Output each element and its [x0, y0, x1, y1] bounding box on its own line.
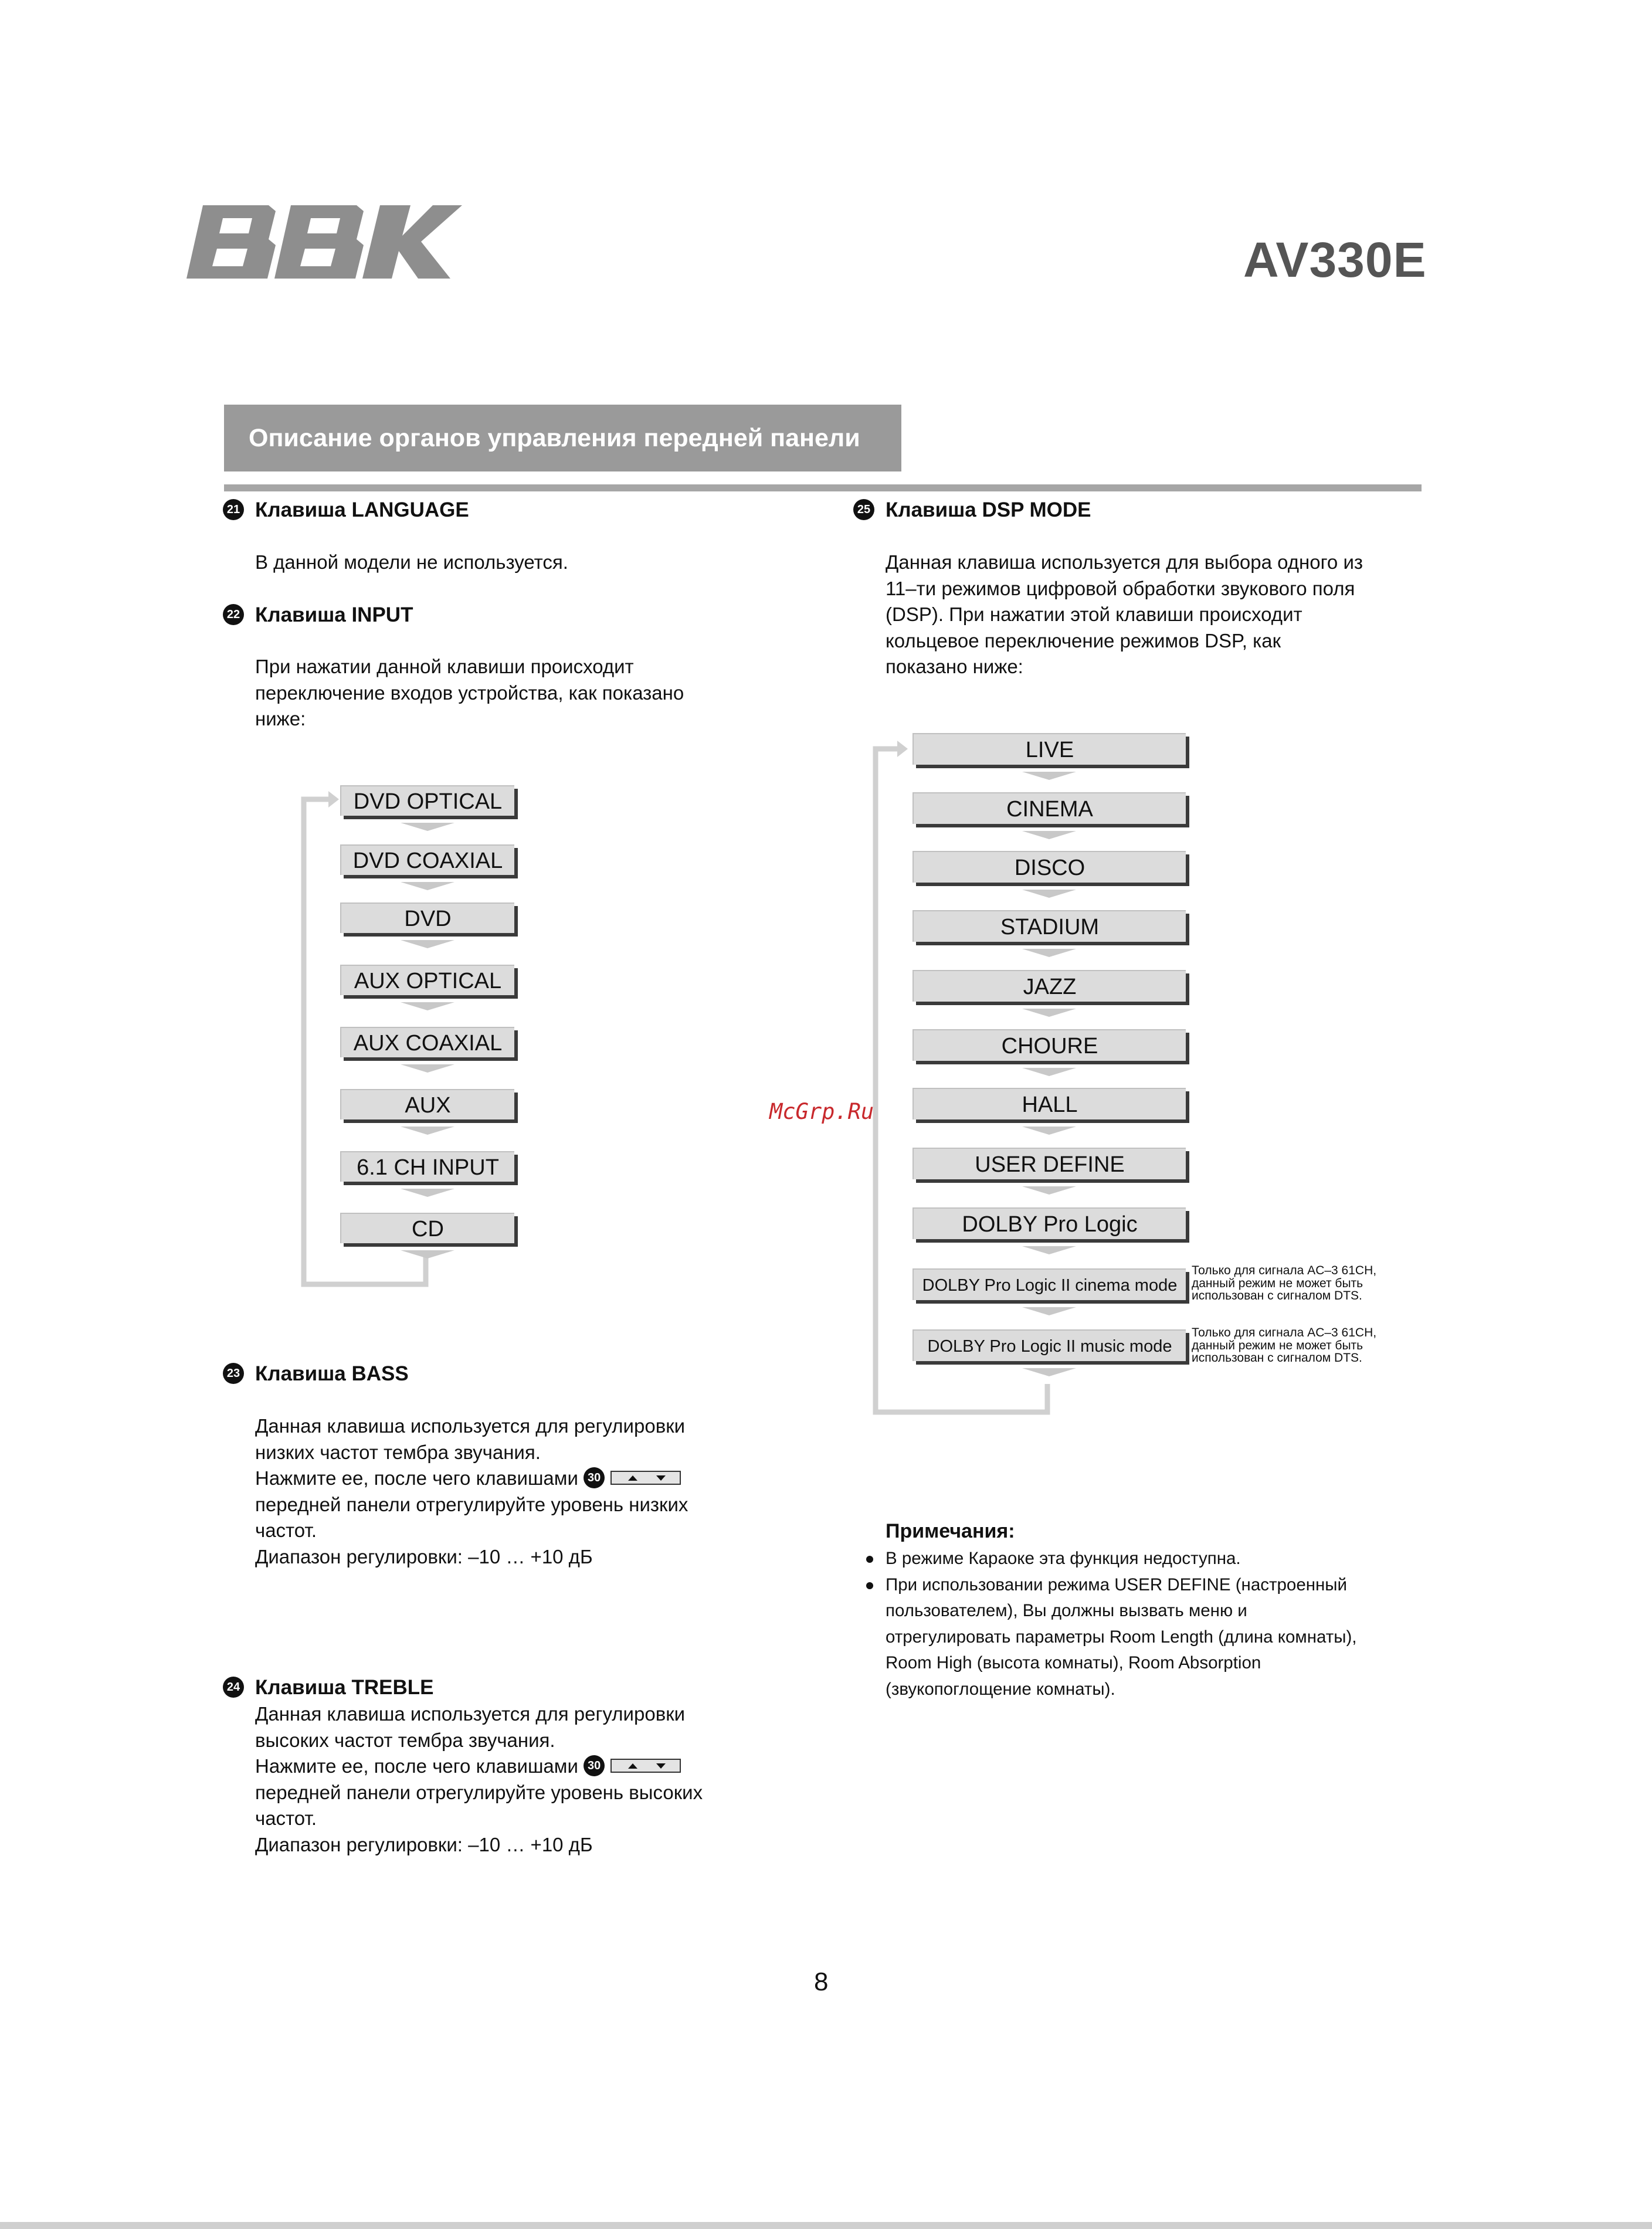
- flow-box: CD: [340, 1213, 514, 1243]
- text-line: кольцевое переключение режимов DSP, как: [886, 629, 1281, 652]
- flow-arrow-icon: [1022, 831, 1076, 839]
- flow-box: DOLBY Pro Logic II music mode: [912, 1329, 1186, 1361]
- flow-arrow-icon: [401, 1189, 454, 1197]
- text-line: Нажмите ее, после чего клавишами: [255, 1755, 578, 1777]
- bass-title: Клавиша BASS: [255, 1362, 409, 1385]
- cinema-mode-note: [1192, 1264, 1376, 1302]
- note-line: использован с сигналом DTS.: [1192, 1289, 1362, 1302]
- flow-box: CINEMA: [912, 792, 1186, 824]
- note-text: При использовании режима USER DEFINE (настроенный: [886, 1575, 1347, 1594]
- item-number-badge: 21: [223, 499, 244, 520]
- dsp-title: Клавиша DSP MODE: [886, 498, 1091, 521]
- bass-text: [255, 1413, 688, 1570]
- text-line: частот.: [255, 1519, 317, 1541]
- item-number-badge: 25: [853, 499, 874, 520]
- flow-arrow-icon: [401, 1064, 454, 1073]
- note-text: отрегулировать параметры Room Length (длина комнаты),: [886, 1627, 1357, 1647]
- text-line: ниже:: [255, 708, 306, 730]
- text-line: показано ниже:: [886, 656, 1023, 677]
- text-line: В данной модели не используется.: [255, 551, 568, 573]
- note-text: пользователем), Вы должны вызвать меню и: [886, 1601, 1247, 1620]
- flow-box: DOLBY Pro Logic: [912, 1207, 1186, 1239]
- watermark: McGrp.Ru: [769, 1099, 874, 1124]
- treble-title: Клавиша TREBLE: [255, 1676, 434, 1699]
- flow-arrow-icon: [1022, 1307, 1076, 1315]
- flow-arrow-icon: [401, 1002, 454, 1010]
- flow-arrow-icon: [401, 823, 454, 831]
- text-line: Нажмите ее, после чего клавишами: [255, 1467, 578, 1489]
- note-line: Только для сигнала AC–3 61CH,: [1192, 1264, 1377, 1277]
- flow-box: JAZZ: [912, 970, 1186, 1002]
- music-mode-note: [1192, 1326, 1376, 1365]
- flow-box: AUX OPTICAL: [340, 965, 514, 995]
- note-item: [886, 1546, 1357, 1572]
- note-line: данный режим не может быть: [1192, 1338, 1363, 1352]
- item-number-badge: 23: [223, 1363, 244, 1384]
- flow-arrow-icon: [1022, 949, 1076, 957]
- flow-box: LIVE: [912, 733, 1186, 765]
- text-line: Диапазон регулировки: –10 … +10 дБ: [255, 1833, 593, 1855]
- text-line: Данная клавиша используется для выбора одного из: [886, 551, 1363, 573]
- model-name: AV330E: [1243, 232, 1427, 287]
- up-down-keys-icon: [610, 1471, 681, 1485]
- flow-arrow-icon: [1022, 1009, 1076, 1017]
- text-line: передней панели отрегулируйте уровень низких: [255, 1493, 688, 1515]
- text-line: Данная клавиша используется для регулировки: [255, 1703, 686, 1725]
- text-line: При нажатии данной клавиши происходит: [255, 656, 634, 677]
- flow-box: HALL: [912, 1088, 1186, 1119]
- text-line: (DSP). При нажатии этой клавиши происходит: [886, 603, 1302, 625]
- flow-arrow-icon: [1022, 1246, 1076, 1254]
- text-line-with-keys: [255, 1753, 703, 1780]
- flow-box: CHOURE: [912, 1029, 1186, 1061]
- text-line: низких частот тембра звучания.: [255, 1441, 541, 1463]
- language-title: Клавиша LANGUAGE: [255, 498, 469, 521]
- flow-arrow-icon: [1022, 1127, 1076, 1135]
- treble-heading: [223, 1675, 433, 1701]
- flow-arrow-icon: [401, 1250, 454, 1258]
- flow-box: DVD OPTICAL: [340, 785, 514, 816]
- key-number-badge: 30: [584, 1467, 605, 1488]
- note-line: данный режим не может быть: [1192, 1276, 1363, 1290]
- text-line: переключение входов устройства, как показано: [255, 681, 684, 704]
- note-text: (звукопоглощение комнаты).: [886, 1679, 1115, 1699]
- text-line: Диапазон регулировки: –10 … +10 дБ: [255, 1545, 593, 1568]
- flow-arrow-icon: [1022, 772, 1076, 780]
- flow-arrow-icon: [401, 1127, 454, 1135]
- key-number-badge: 30: [584, 1755, 605, 1776]
- flow-box: STADIUM: [912, 910, 1186, 942]
- note-line: Только для сигнала AC–3 61CH,: [1192, 1326, 1377, 1339]
- notes-list: [886, 1546, 1357, 1702]
- flow-arrow-icon: [401, 882, 454, 890]
- bass-heading: [223, 1361, 409, 1387]
- text-line: 11–ти режимов цифровой обработки звукового поля: [886, 577, 1355, 599]
- flow-arrow-icon: [401, 940, 454, 948]
- flow-arrow-icon: [1022, 1368, 1076, 1376]
- flow-box: 6.1 CH INPUT: [340, 1151, 514, 1182]
- section-banner: Описание органов управления передней панели: [224, 405, 901, 471]
- up-down-keys-icon: [610, 1759, 681, 1773]
- flow-arrow-icon: [1022, 1186, 1076, 1195]
- flow-arrow-icon: [1022, 1068, 1076, 1076]
- footer-bar: [0, 2222, 1652, 2229]
- dsp-text: [886, 549, 1363, 680]
- note-text: В режиме Караоке эта функция недоступна.: [886, 1549, 1241, 1568]
- bullet-icon: [866, 1556, 873, 1563]
- flow-box: AUX: [340, 1089, 514, 1119]
- dsp-heading: [853, 497, 1091, 523]
- flow-arrow-icon: [1022, 890, 1076, 898]
- flow-box: AUX COAXIAL: [340, 1027, 514, 1057]
- note-text: Room High (высота комнаты), Room Absorption: [886, 1653, 1261, 1672]
- text-line: Данная клавиша используется для регулировки: [255, 1415, 686, 1437]
- item-number-badge: 22: [223, 604, 244, 625]
- text-line: частот.: [255, 1807, 317, 1829]
- input-title: Клавиша INPUT: [255, 603, 413, 626]
- flow-box: DVD COAXIAL: [340, 844, 514, 875]
- flow-box: DOLBY Pro Logic II cinema mode: [912, 1268, 1186, 1300]
- flow-box: DISCO: [912, 851, 1186, 883]
- notes-title: Примечания:: [886, 1520, 1015, 1542]
- text-line: высоких частот тембра звучания.: [255, 1729, 555, 1751]
- text-line: передней панели отрегулируйте уровень высоких: [255, 1781, 703, 1803]
- bullet-icon: [866, 1582, 873, 1589]
- flow-box: USER DEFINE: [912, 1148, 1186, 1179]
- page-number: 8: [814, 1967, 829, 1996]
- item-number-badge: 24: [223, 1677, 244, 1698]
- text-line-with-keys: [255, 1465, 688, 1492]
- note-item: [886, 1572, 1357, 1599]
- treble-text: [255, 1701, 703, 1858]
- flow-box: DVD: [340, 903, 514, 933]
- note-line: использован с сигналом DTS.: [1192, 1351, 1362, 1365]
